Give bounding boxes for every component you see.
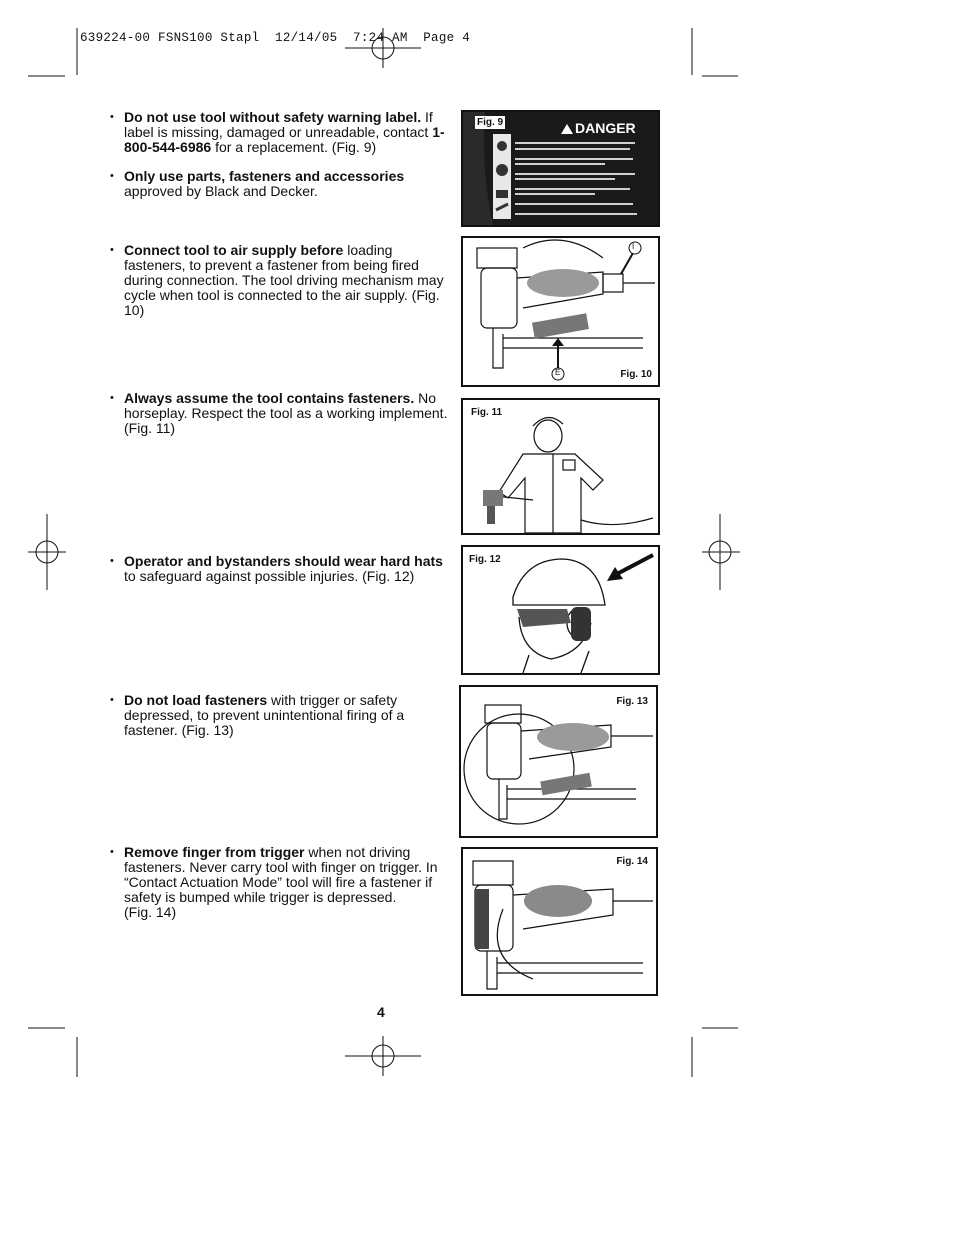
hard-hats-bullet: • Operator and bystanders should wear hard hats to safeguard against possible injuries. (Fig. 12): [110, 553, 443, 584]
load-fasteners-bullet: • Do not load fasteners with trigger or safety depressed, to prevent unintentional firing of a fastener. (Fig. 13): [110, 692, 405, 738]
figure-label: Fig. 11: [471, 407, 503, 418]
figure-14-trigger: [461, 847, 658, 996]
nailer-loading-illustration: [461, 687, 656, 836]
callout-e: E: [555, 368, 561, 377]
warning-label-bullet: • Do not use tool without safety warning label. If label is missing, damaged or unreadable, contact 1-800-544-6986 for a replacement. (Fig. 9): [110, 109, 445, 155]
bullet-dot: •: [110, 392, 114, 404]
page-number: 4: [377, 1004, 385, 1020]
bullet-dot: •: [110, 694, 114, 706]
figure-label: Fig. 9: [477, 117, 504, 128]
figure-label: Fig. 12: [469, 554, 501, 565]
figure-9-warning-label: [461, 110, 660, 227]
bullet-dot: •: [110, 555, 114, 567]
figure-label: Fig. 13: [616, 696, 648, 707]
bullet-dot: •: [110, 170, 114, 182]
nailer-trigger-illustration: [463, 849, 656, 994]
figure-12-hard-hat: [461, 545, 660, 675]
finger-trigger-bullet: • Remove finger from trigger when not driving fasteners. Never carry tool with finger on trigger. In “Contact Actuation Mode” tool will fire a fastener if safety is bumped while trigger is depressed. (Fig. 14): [110, 844, 438, 920]
bullet-bold: Do not use tool without safety warning label.: [124, 109, 422, 125]
print-slug: 639224-00 FSNS100 Stapl 12/14/05 7:24 AM Page 4: [80, 31, 471, 45]
figure-13-loading: [459, 685, 658, 838]
phone-number: 1-800-544-6986: [124, 124, 445, 155]
bullet-dot: •: [110, 111, 114, 123]
figure-label: Fig. 14: [616, 856, 648, 867]
danger-heading: DANGER: [575, 120, 636, 136]
air-supply-bullet: • Connect tool to air supply before loading fasteners, to prevent a fastener from being fired during connection. The tool driving mechanism may cycle when tool is connected to the air supply. (Fig. 10): [110, 242, 444, 318]
bullet-dot: •: [110, 846, 114, 858]
nailer-connect-illustration: [463, 238, 658, 385]
callout-i: I: [632, 242, 635, 251]
figure-11-operator: [461, 398, 660, 535]
figure-label: Fig. 10: [620, 369, 652, 380]
parts-bullet: • Only use parts, fasteners and accessories approved by Black and Decker.: [110, 168, 405, 199]
assume-fasteners-bullet: • Always assume the tool contains fasteners. No horseplay. Respect the tool as a working implement. (Fig. 11): [110, 390, 448, 436]
figure-10-air-supply: [461, 236, 660, 387]
bullet-dot: •: [110, 244, 114, 256]
worker-with-tool-illustration: [463, 400, 658, 533]
